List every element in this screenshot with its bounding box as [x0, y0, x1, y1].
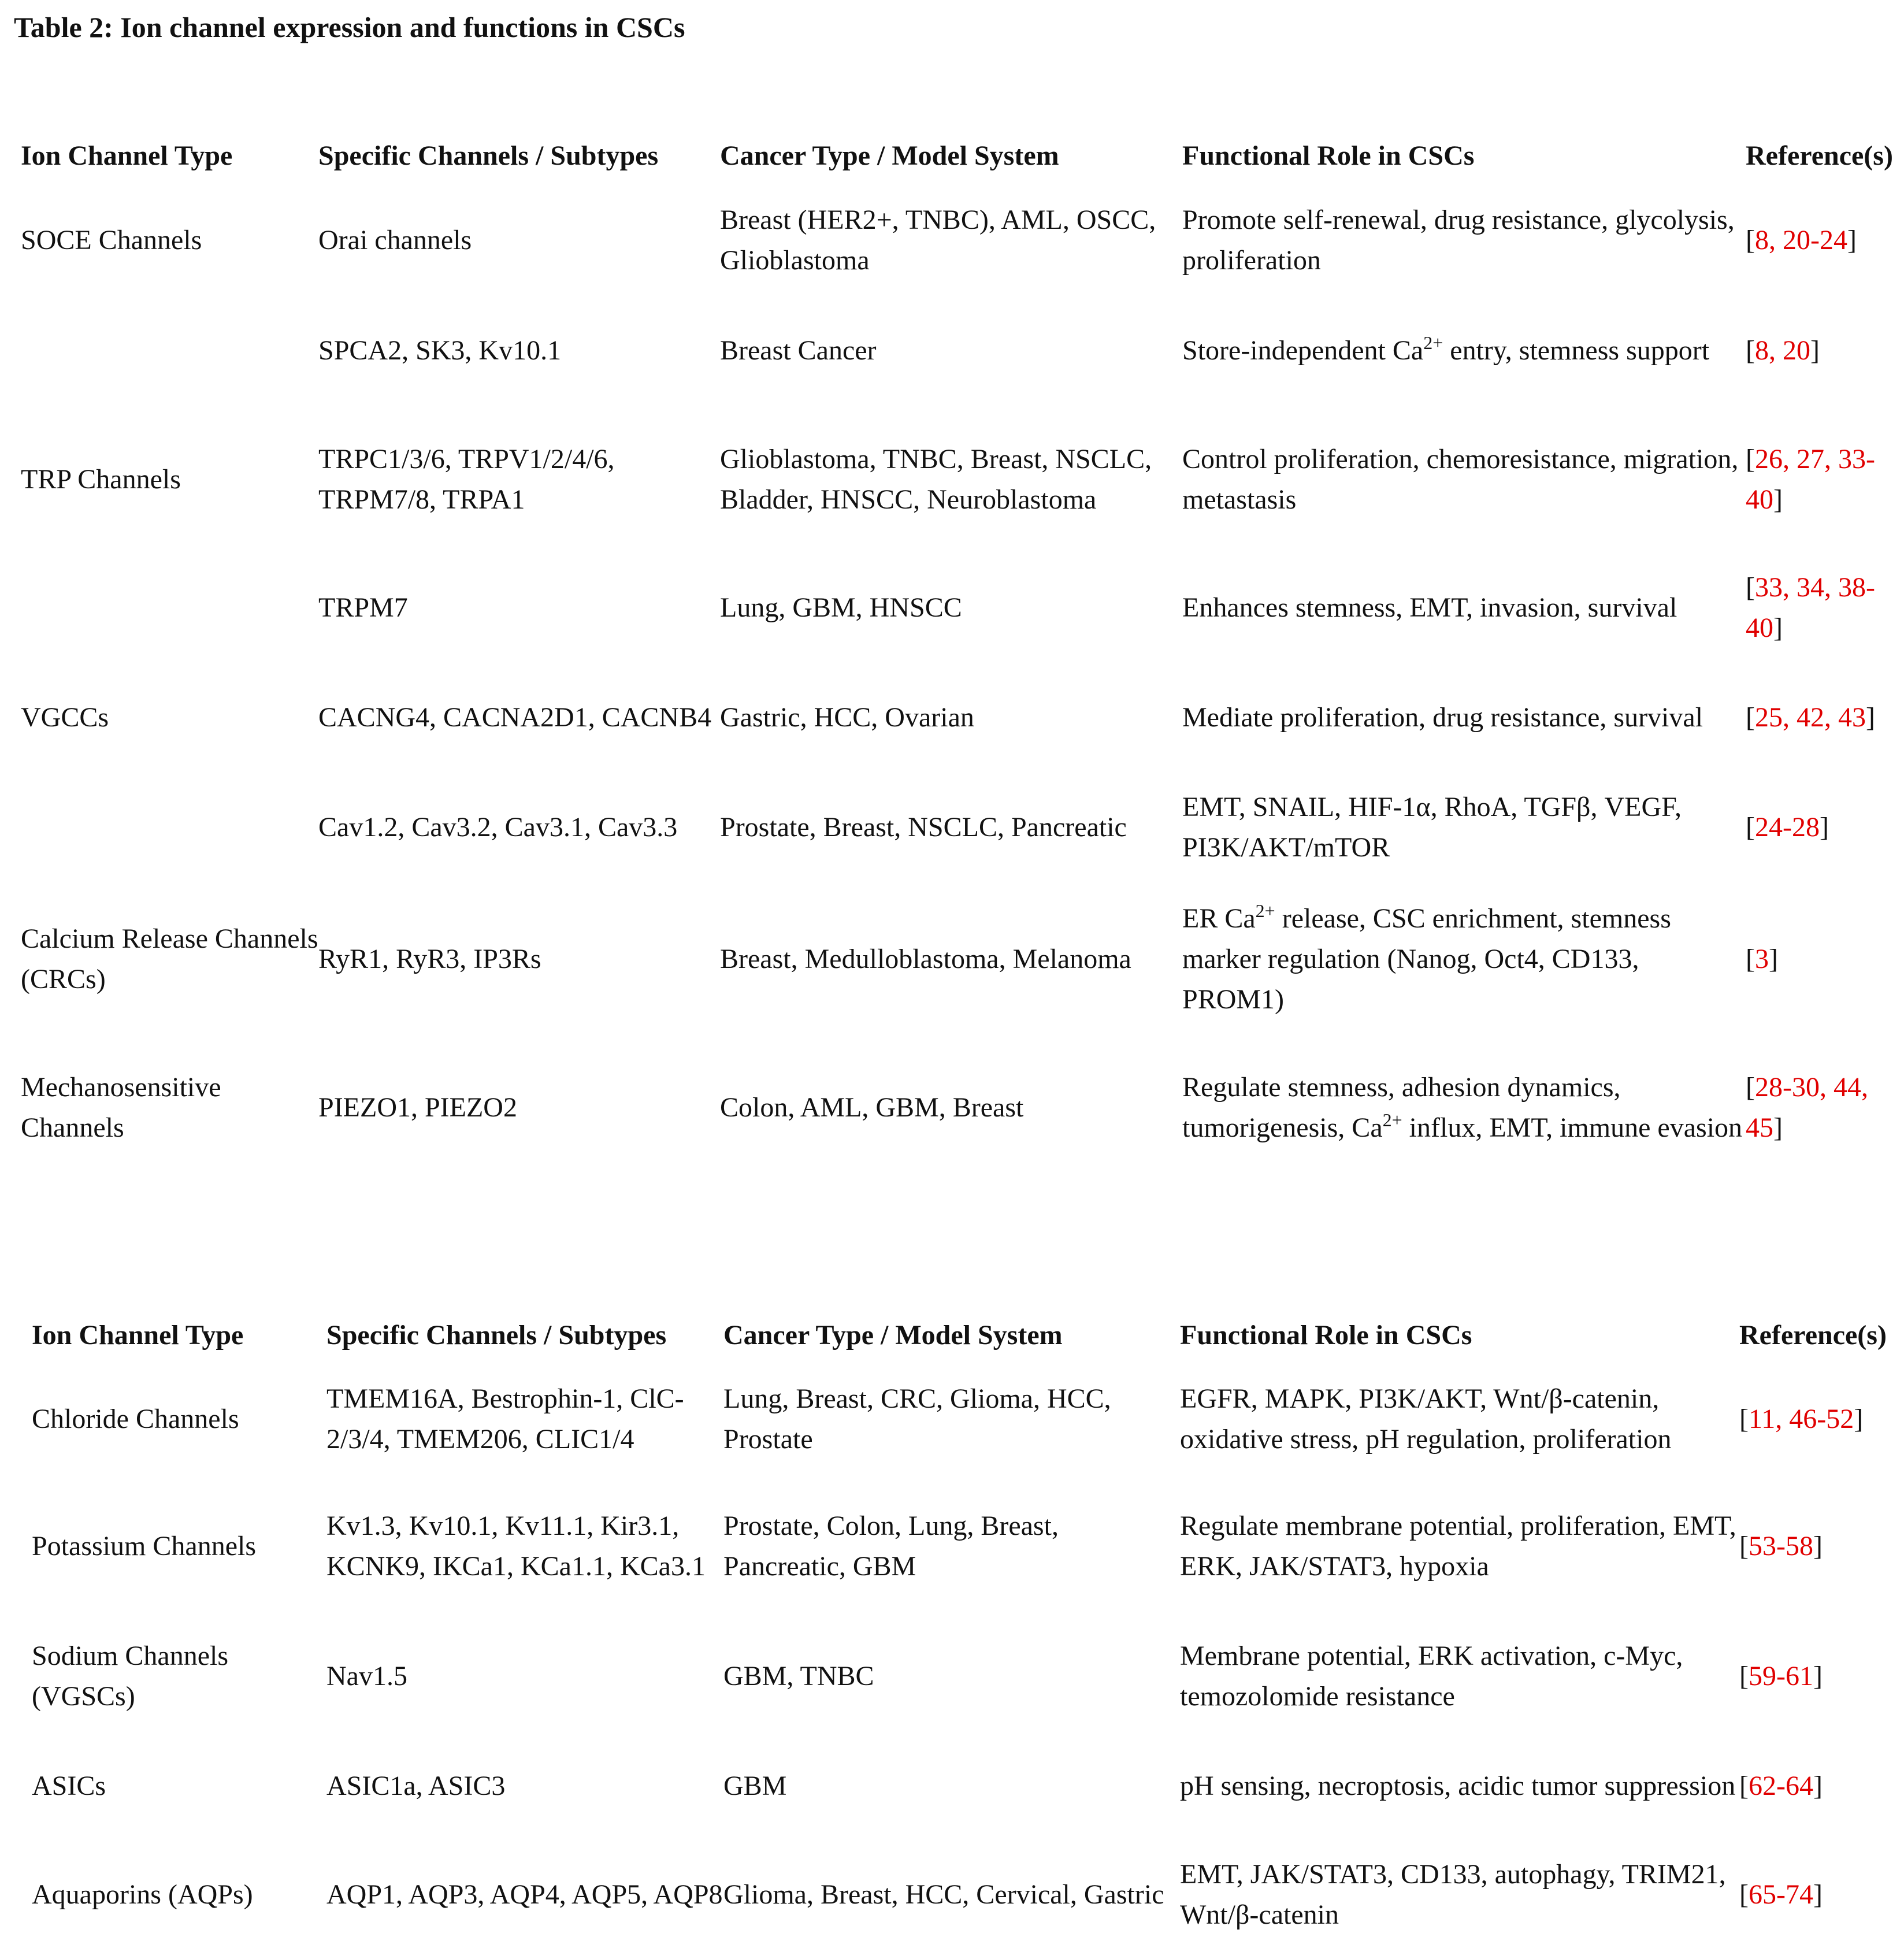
cell-ion-channel-type: Calcium Release Channels (CRCs)	[21, 923, 318, 995]
cell-ion-channel-type: Mechanosensitive Channels	[21, 1072, 221, 1143]
cell-references: [28-30, 44, 45]	[1746, 1072, 1868, 1143]
cell-functional-role: pH sensing, necroptosis, acidic tumor suppression	[1180, 1771, 1736, 1801]
table-row	[21, 293, 1899, 409]
cell-functional-role: Regulate membrane potential, proliferation, EMT, ERK, JAK/STAT3, hypoxia	[1180, 1511, 1736, 1582]
cell-specific-channels: ASIC1a, ASIC3	[326, 1771, 506, 1801]
table-row	[32, 1367, 1901, 1471]
header-cancer-type: Cancer Type / Model System	[720, 140, 1059, 171]
reference-link[interactable]: 28-30, 44, 45	[1746, 1072, 1868, 1143]
cell-specific-channels: RyR1, RyR3, IP3Rs	[318, 943, 541, 974]
reference-link[interactable]: 33, 34, 38-40	[1746, 572, 1875, 643]
header-cancer-type: Cancer Type / Model System	[723, 1320, 1063, 1350]
cell-specific-channels: Orai channels	[318, 225, 472, 255]
table-row	[32, 1471, 1901, 1622]
cell-specific-channels: PIEZO1, PIEZO2	[318, 1092, 517, 1123]
cell-specific-channels: TMEM16A, Bestrophin-1, ClC-2/3/4, TMEM206, CLIC1/4	[326, 1383, 684, 1454]
cell-cancer-type: Prostate, Colon, Lung, Breast, Pancreatic, GBM	[723, 1511, 1059, 1582]
cell-references: [65-74]	[1739, 1879, 1823, 1910]
cell-specific-channels: Nav1.5	[326, 1661, 407, 1691]
header-ion-channel-type: Ion Channel Type	[32, 1320, 244, 1350]
cell-specific-channels: AQP1, AQP3, AQP4, AQP5, AQP8	[326, 1879, 723, 1910]
cell-ion-channel-type	[21, 550, 318, 666]
cell-ion-channel-type: ASICs	[32, 1771, 106, 1801]
cell-functional-role: EGFR, MAPK, PI3K/AKT, Wnt/β-catenin, oxidative stress, pH regulation, proliferation	[1180, 1383, 1672, 1454]
cell-cancer-type: Glioma, Breast, HCC, Cervical, Gastric	[723, 1879, 1164, 1910]
page-title: Table 2: Ion channel expression and functions in CSCs	[14, 11, 685, 43]
cell-references: [59-61]	[1739, 1661, 1823, 1691]
cell-references: [53-58]	[1739, 1531, 1823, 1561]
cell-ion-channel-type: TRP Channels	[21, 463, 181, 495]
cell-functional-role: Store-independent $Ca^{2+}$ entry, stemness support	[1182, 332, 1710, 366]
cell-ion-channel-type	[21, 770, 318, 885]
reference-link[interactable]: 24-28	[1754, 812, 1820, 843]
header-functional-role: Functional Role in CSCs	[1180, 1320, 1472, 1350]
table-row	[21, 770, 1899, 885]
cell-cancer-type: GBM, TNBC	[723, 1661, 874, 1691]
cell-specific-channels: Kv1.3, Kv10.1, Kv11.1, Kir3.1, KCNK9, IKCa1, KCa1.1, KCa3.1	[326, 1511, 706, 1582]
cell-ion-channel-type: Sodium Channels (VGSCs)	[32, 1641, 229, 1712]
reference-link[interactable]: 53-58	[1748, 1531, 1813, 1561]
table-row	[32, 1731, 1901, 1841]
header-ion-channel-type: Ion Channel Type	[21, 140, 233, 171]
cell-cancer-type: Breast (HER2+, TNBC), AML, OSCC, Glioblastoma	[720, 205, 1156, 276]
cell-ion-channel-type: VGCCs	[21, 702, 109, 733]
ion-channel-table-1	[21, 124, 1899, 1183]
cell-references: [26, 27, 33-40]	[1746, 443, 1875, 515]
cell-functional-role: ER $Ca^{2+}$ release, CSC enrichment, stemness marker regulation (Nanog, Oct4, CD133, PROM1)	[1182, 900, 1671, 1015]
cell-references: [3]	[1746, 943, 1778, 974]
table-row	[21, 666, 1899, 770]
cell-ion-channel-type	[21, 293, 318, 409]
reference-link[interactable]: 25, 42, 43	[1754, 702, 1866, 733]
table-row	[21, 1033, 1899, 1183]
reference-link[interactable]: 11, 46-52	[1748, 1404, 1854, 1434]
cell-ion-channel-type: Aquaporins (AQPs)	[32, 1879, 253, 1910]
reference-link[interactable]: 8, 20	[1754, 335, 1810, 366]
cell-cancer-type: Prostate, Breast, NSCLC, Pancreatic	[720, 812, 1127, 843]
cell-references: [24-28]	[1746, 812, 1829, 843]
cell-references: [8, 20-24]	[1746, 225, 1857, 255]
cell-cancer-type: Lung, Breast, CRC, Glioma, HCC, Prostate	[723, 1383, 1111, 1454]
header-specific-channels: Specific Channels / Subtypes	[318, 140, 659, 171]
cell-ion-channel-type: Chloride Channels	[32, 1404, 239, 1434]
cell-specific-channels: Cav1.2, Cav3.2, Cav3.1, Cav3.3	[318, 812, 678, 843]
header-references: Reference(s)	[1739, 1320, 1887, 1350]
cell-cancer-type: Colon, AML, GBM, Breast	[720, 1092, 1024, 1123]
cell-specific-channels: TRPM7	[318, 592, 408, 623]
reference-link[interactable]: 62-64	[1748, 1771, 1813, 1801]
cell-cancer-type: GBM	[723, 1771, 787, 1801]
table-row	[21, 550, 1899, 666]
cell-references: [11, 46-52]	[1739, 1404, 1864, 1434]
reference-link[interactable]: 8, 20-24	[1754, 225, 1847, 255]
cell-references: [25, 42, 43]	[1746, 702, 1875, 733]
table-row	[32, 1622, 1901, 1731]
cell-cancer-type: Gastric, HCC, Ovarian	[720, 702, 974, 733]
cell-specific-channels: SPCA2, SK3, Kv10.1	[318, 335, 562, 366]
cell-specific-channels: CACNG4, CACNA2D1, CACNB4	[318, 702, 712, 733]
cell-functional-role: EMT, JAK/STAT3, CD133, autophagy, TRIM21, Wnt/β-catenin	[1180, 1858, 1726, 1930]
table-header-row	[32, 1304, 1901, 1367]
cell-references: [8, 20]	[1746, 335, 1820, 366]
header-references: Reference(s)	[1746, 140, 1893, 171]
cell-ion-channel-type: SOCE Channels	[21, 225, 202, 255]
reference-link[interactable]: 26, 27, 33-40	[1746, 443, 1875, 515]
cell-cancer-type: Glioblastoma, TNBC, Breast, NSCLC, Bladder, HNSCC, Neuroblastoma	[720, 443, 1152, 515]
cell-functional-role: EMT, SNAIL, HIF-1α, RhoA, TGFβ, VEGF, PI3K/AKT/mTOR	[1182, 792, 1682, 863]
reference-link[interactable]: 65-74	[1748, 1879, 1813, 1910]
reference-link[interactable]: 3	[1754, 943, 1769, 974]
cell-cancer-type: Breast Cancer	[720, 335, 877, 366]
cell-functional-role: Regulate stemness, adhesion dynamics, tumorigenesis, $Ca^{2+}$ influx, EMT, immune evasion	[1182, 1072, 1743, 1143]
cell-functional-role: Enhances stemness, EMT, invasion, survival	[1182, 592, 1677, 623]
cell-cancer-type: Lung, GBM, HNSCC	[720, 592, 962, 623]
cell-cancer-type: Breast, Medulloblastoma, Melanoma	[720, 943, 1131, 974]
cell-functional-role: Mediate proliferation, drug resistance, survival	[1182, 702, 1703, 733]
table-row	[21, 188, 1899, 293]
cell-ion-channel-type: Potassium Channels	[32, 1531, 257, 1561]
cell-references: [62-64]	[1739, 1771, 1823, 1801]
header-functional-role: Functional Role in CSCs	[1182, 140, 1475, 171]
table-row	[21, 885, 1899, 1033]
table-row	[32, 1841, 1901, 1948]
reference-link[interactable]: 59-61	[1748, 1661, 1813, 1691]
cell-specific-channels: TRPC1/3/6, TRPV1/2/4/6, TRPM7/8, TRPA1	[318, 443, 615, 515]
cell-functional-role: Promote self-renewal, drug resistance, glycolysis, proliferation	[1182, 205, 1735, 276]
table-header-row	[21, 124, 1899, 188]
header-specific-channels: Specific Channels / Subtypes	[326, 1320, 667, 1350]
cell-references: [33, 34, 38-40]	[1746, 572, 1875, 643]
cell-functional-role: Membrane potential, ERK activation, c-Myc, temozolomide resistance	[1180, 1641, 1683, 1712]
ion-channel-table-2	[32, 1304, 1901, 1948]
cell-functional-role: Control proliferation, chemoresistance, migration, metastasis	[1182, 443, 1739, 515]
table-row	[21, 409, 1899, 550]
